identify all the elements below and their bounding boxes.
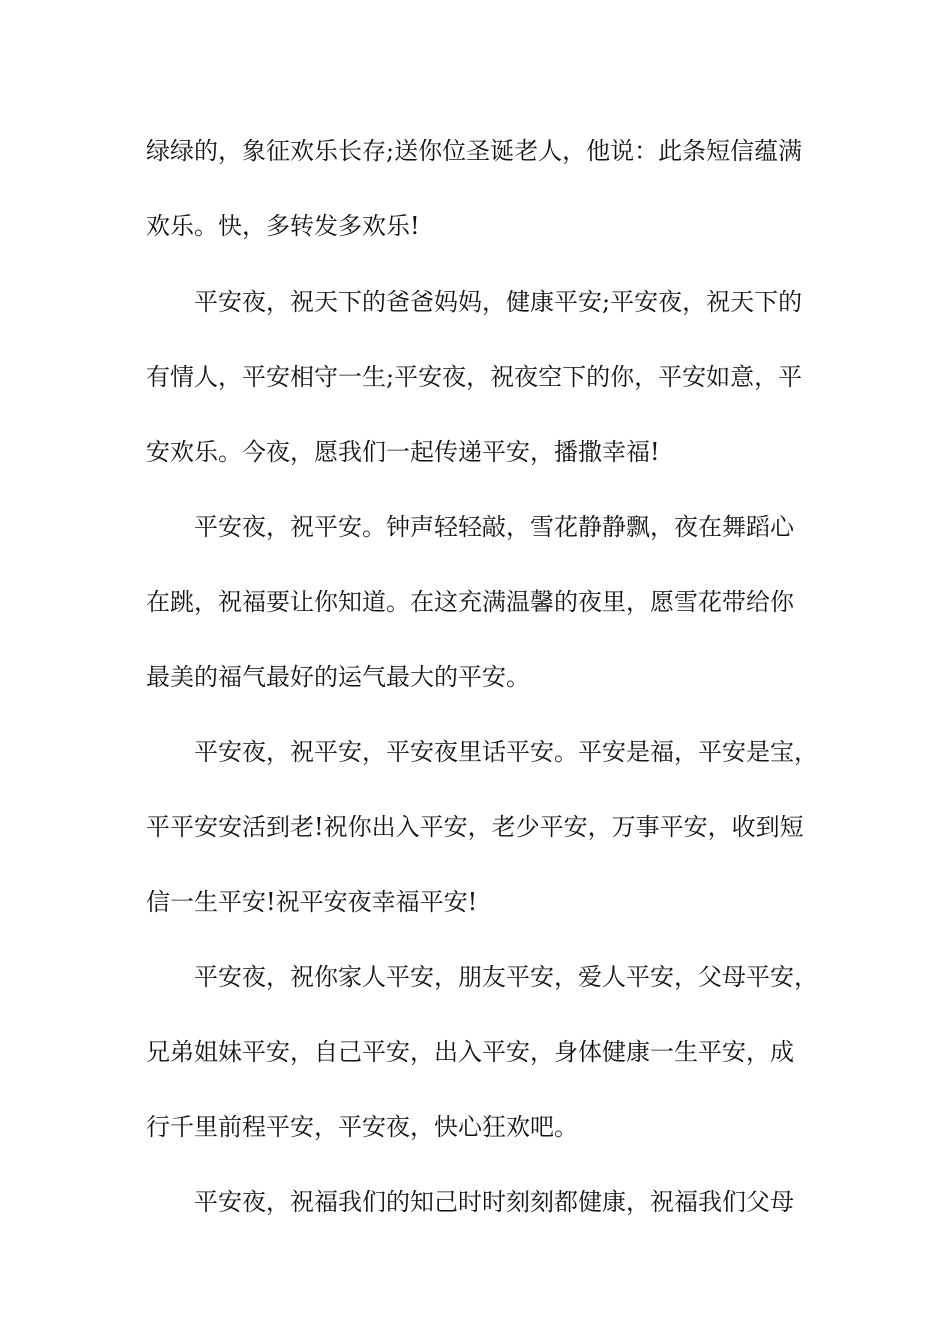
paragraph-4-line-3: 信一生平安!祝平安夜幸福平安! xyxy=(146,888,478,916)
paragraph-2-line-1: 平安夜，祝天下的爸爸妈妈，健康平安;平安夜，祝天下的 xyxy=(194,288,803,316)
paragraph-5-line-1: 平安夜，祝你家人平安，朋友平安，爱人平安，父母平安， xyxy=(194,963,818,991)
paragraph-5-line-3: 行千里前程平安，平安夜，快心狂欢吧。 xyxy=(146,1113,578,1141)
paragraph-3-line-2: 在跳，祝福要让你知道。在这充满温馨的夜里，愿雪花带给你 xyxy=(146,588,794,616)
paragraph-1-line-1: 绿绿的，象征欢乐长存;送你位圣诞老人，他说：此条短信蕴满 xyxy=(146,137,803,165)
paragraph-5-line-2: 兄弟姐妹平安，自己平安，出入平安，身体健康一生平安，成 xyxy=(146,1038,794,1066)
paragraph-3-line-1: 平安夜，祝平安。钟声轻轻敲，雪花静静飘，夜在舞蹈心 xyxy=(194,513,794,541)
paragraph-2-line-3: 安欢乐。今夜，愿我们一起传递平安，播撒幸福! xyxy=(146,438,660,466)
paragraph-3-line-3: 最美的福气最好的运气最大的平安。 xyxy=(146,663,530,691)
paragraph-4-line-1: 平安夜，祝平安，平安夜里话平安。平安是福，平安是宝， xyxy=(194,738,818,766)
paragraph-6-line-1: 平安夜，祝福我们的知己时时刻刻都健康，祝福我们父母 xyxy=(194,1188,794,1216)
paragraph-2-line-2: 有情人，平安相守一生;平安夜，祝夜空下的你，平安如意，平 xyxy=(146,363,803,391)
paragraph-1-line-2: 欢乐。快，多转发多欢乐! xyxy=(146,212,420,240)
paragraph-4-line-2: 平平安安活到老!祝你出入平安，老少平安，万事平安，收到短 xyxy=(146,813,804,841)
